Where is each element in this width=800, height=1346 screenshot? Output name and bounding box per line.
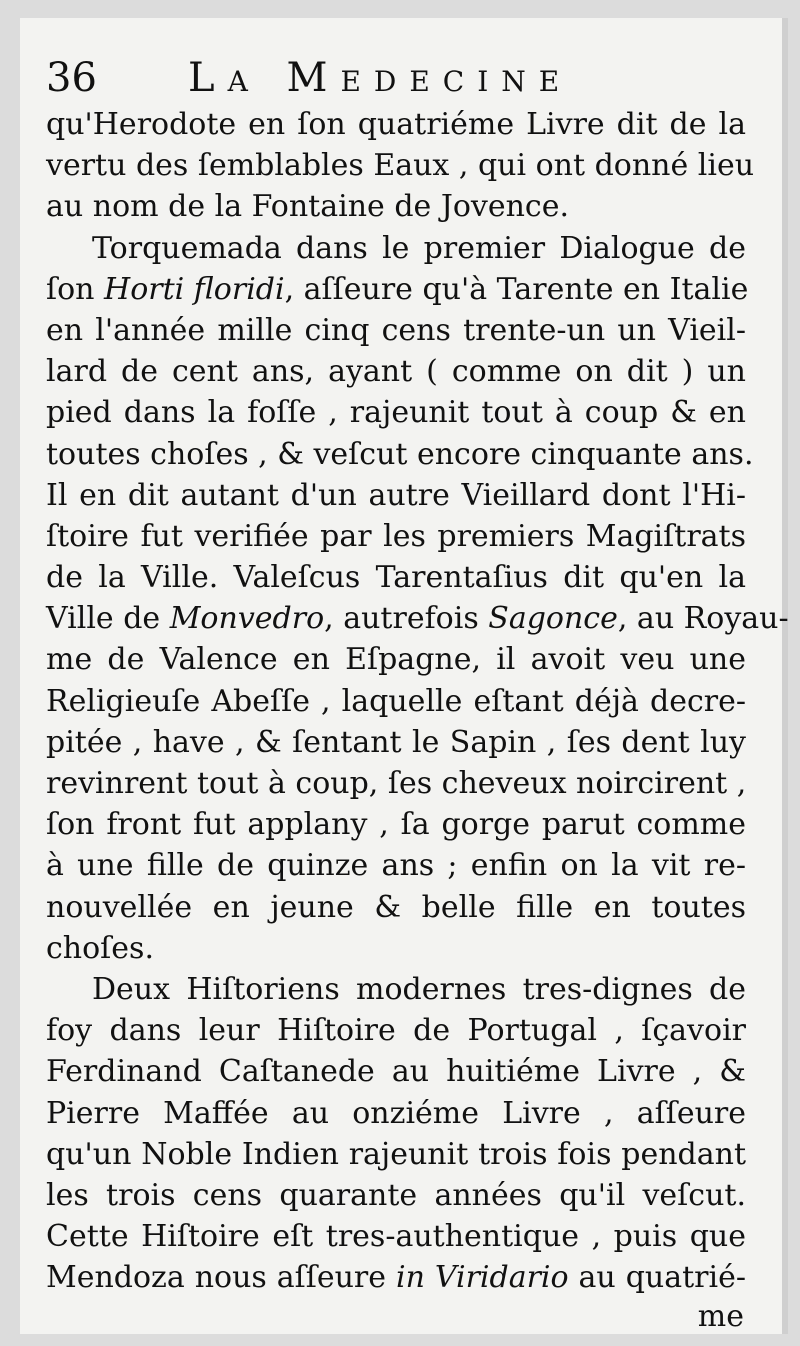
text-line: toutes choſes , & veſcut encore cinquante ans. <box>46 436 754 472</box>
text-line: Ferdinand Caſtanede au huitiéme Livre , & <box>46 1054 746 1090</box>
book-page <box>20 18 788 1334</box>
text-line: Deux Hiſtoriens modernes tres-dignes de <box>92 971 746 1007</box>
text-line: foy dans leur Hiſtoire de Portugal , ſçavoir <box>46 1013 746 1049</box>
text-line: Mendoza nous aſſeure in Viridario au quatrié- <box>46 1260 746 1296</box>
text-line: de la Ville. Valeſcus Tarentaſius dit qu'en la <box>46 560 746 596</box>
text-line: au nom de la Fontaine de Jovence. <box>46 189 570 225</box>
text-line: lard de cent ans, ayant ( comme on dit ) un <box>46 354 746 390</box>
text-line: en l'année mille cinq cens trente-un un Vieil- <box>46 312 746 348</box>
text-line: ſtoire fut verifiée par les premiers Magiſtrats <box>46 518 746 554</box>
text-line: Il en dit autant d'un autre Vieillard dont l'Hi- <box>46 477 746 513</box>
text-line: Cette Hiſtoire eſt tres-authentique , puis que <box>46 1219 746 1255</box>
text-line: pitée , have , & ſentant le Sapin , ſes dent luy <box>46 724 746 760</box>
text-line: qu'Herodote en ſon quatriéme Livre dit de la <box>46 107 746 142</box>
text-line: me de Valence en Eſpagne, il avoit veu une <box>46 642 746 678</box>
text-line: ſon Horti floridi, aſſeure qu'à Tarente en Italie <box>46 271 749 307</box>
page-number: 36 <box>46 55 97 101</box>
text-line: qu'un Noble Indien rajeunit trois fois pendant <box>46 1136 746 1172</box>
text-line: Religieuſe Abeſſe , laquelle eſtant déjà decre- <box>46 683 746 719</box>
text-line: les trois cens quarante années qu'il veſcut. <box>46 1177 746 1213</box>
text-line: choſes. <box>46 930 154 966</box>
text-line: nouvellée en jeune & belle fille en toutes <box>46 889 746 925</box>
text-line: ſon front fut applany , ſa gorge parut comme <box>46 807 746 843</box>
text-line: à une fille de quinze ans ; enfin on la vit re- <box>46 848 746 884</box>
text-line: revinrent tout à coup, ſes cheveux noircirent , <box>46 766 747 801</box>
text-line: Torquemada dans le premier Dialogue de <box>92 230 746 266</box>
body-text <box>46 104 789 1298</box>
running-title: La Medecine <box>188 55 573 101</box>
catchword: me <box>697 1299 744 1334</box>
page-header <box>46 48 726 108</box>
text-line: Pierre Maffée au onziéme Livre , aſſeure <box>46 1095 746 1131</box>
text-line: pied dans la foſſe , rajeunit tout à coup & en <box>46 395 746 431</box>
text-line: vertu des ſemblables Eaux , qui ont donné lieu <box>46 148 755 184</box>
text-line: Ville de Monvedro, autrefois Sagonce, au Royau- <box>46 601 789 637</box>
